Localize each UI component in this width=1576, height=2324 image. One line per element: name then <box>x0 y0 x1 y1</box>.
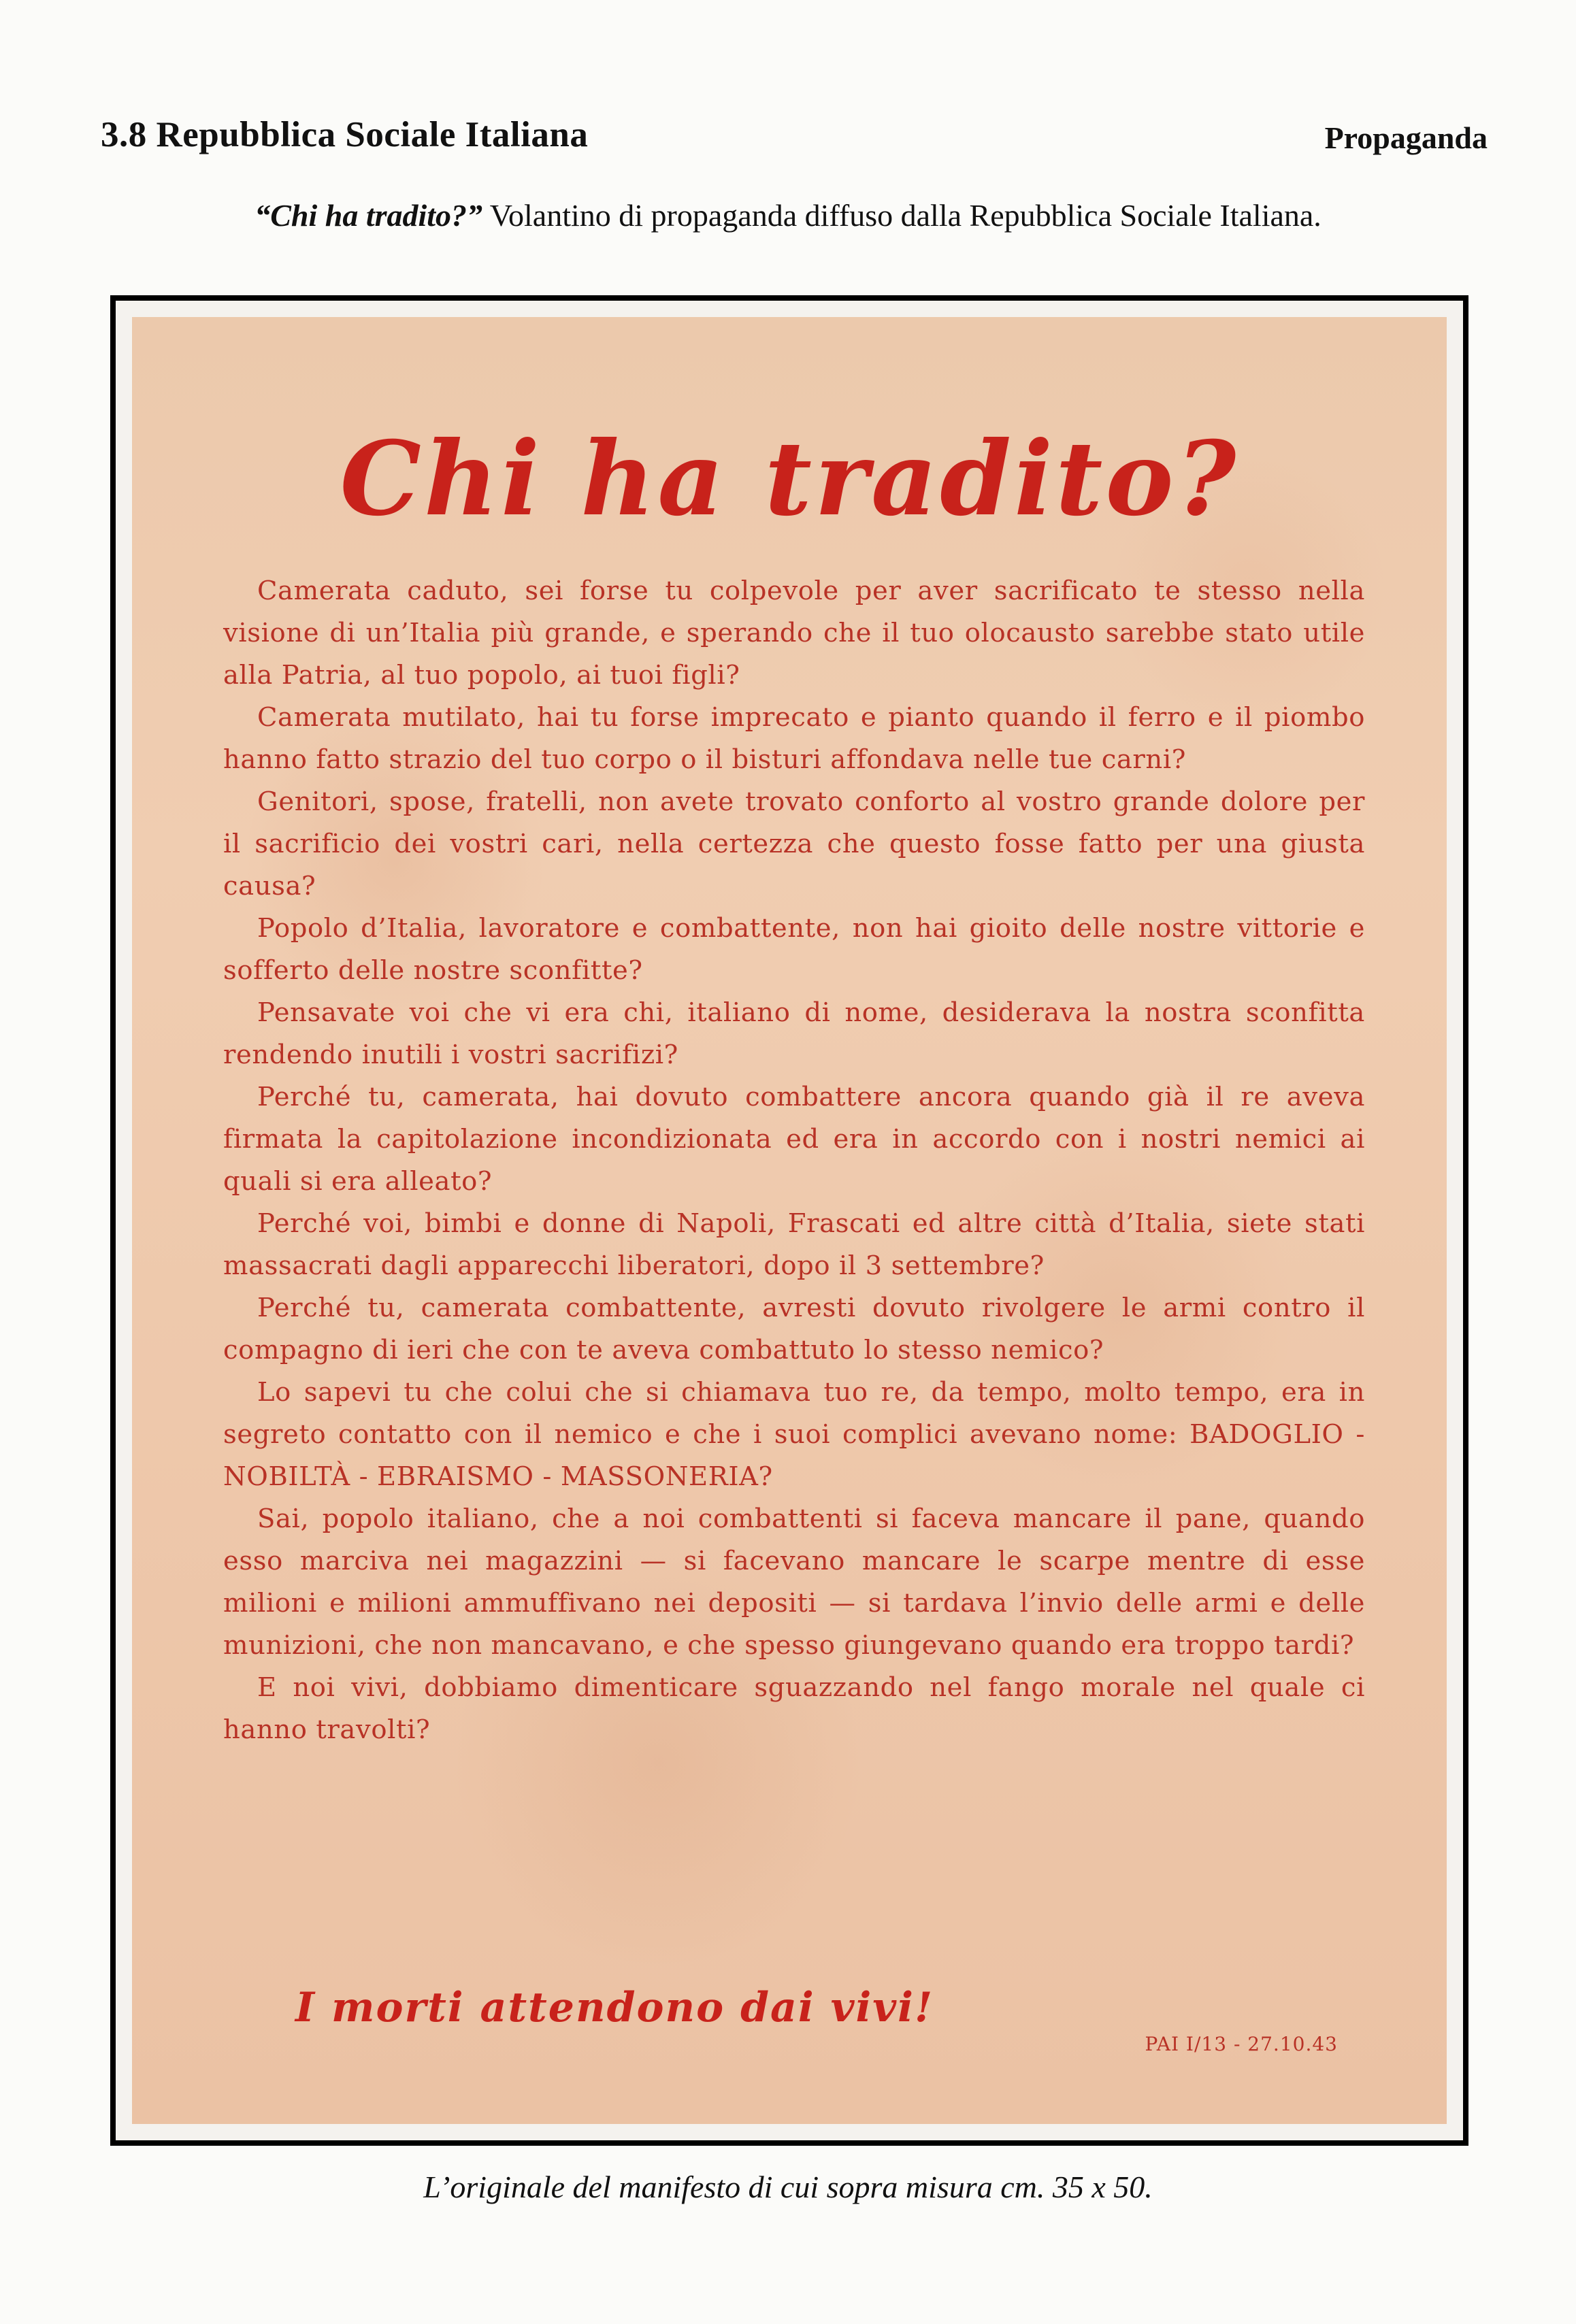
poster-print-code: PAI I/13 - 27.10.43 <box>1145 2033 1338 2055</box>
subtitle-description: Volantino di propaganda diffuso dalla Repubblica Sociale Italiana. <box>482 198 1321 233</box>
poster-paragraph: Popolo d’Italia, lavoratore e combattente, non hai gioito delle nostre vittorie e sofferto delle nostre sconfitte? <box>223 913 1365 986</box>
subtitle <box>0 197 1576 233</box>
poster-paragraph: Camerata caduto, sei forse tu colpevole per aver sacrificato te stesso nella visione di un’Italia più grande, e sperando che il tuo olocausto sarebbe stato utile alla Patria, al tuo popolo, ai tuoi figli? <box>223 576 1365 691</box>
poster-paragraph: Perché tu, camerata, hai dovuto combattere ancora quando già il re aveva firmata la capitolazione incondizionata ed era in accordo con i nostri nemici ai quali si era alleato? <box>223 1082 1365 1197</box>
caption: L’originale del manifesto di cui sopra misura cm. 35 x 50. <box>423 2170 1153 2204</box>
subtitle-quote: “Chi ha tradito?” <box>255 198 483 233</box>
poster-paragraph: Sai, popolo italiano, che a noi combattenti si faceva mancare il pane, quando esso marciva nei magazzini — si facevano mancare le scarpe mentre di esse milioni e milioni ammuffivano nei depositi — si tardava l’invio delle armi e delle munizioni, che non mancavano, e che spesso giungevano quando era troppo tardi? <box>223 1504 1365 1661</box>
poster-paragraph: Perché tu, camerata combattente, avresti dovuto rivolgere le armi contro il compagno di ieri che con te aveva combattuto lo stesso nemico? <box>223 1293 1365 1365</box>
poster-paragraph: Camerata mutilato, hai tu forse imprecato e pianto quando il ferro e il piombo hanno fatto strazio del tuo corpo o il bisturi affondava nelle tue carni? <box>223 702 1365 775</box>
poster-mat <box>116 301 1463 2140</box>
poster-paragraph: Genitori, spose, fratelli, non avete trovato conforto al vostro grande dolore per il sacrificio dei vostri cari, nella certezza che questo fosse fatto per una giusta causa? <box>223 786 1365 901</box>
poster <box>132 317 1447 2124</box>
poster-paragraph: Pensavate voi che vi era chi, italiano di nome, desiderava la nostra sconfitta rendendo inutili i vostri sacrifizi? <box>223 997 1365 1070</box>
section-title: 3.8 Repubblica Sociale Italiana <box>101 115 589 154</box>
poster-slogan: I morti attendono dai vivi! <box>295 1984 934 2031</box>
poster-paragraph: Lo sapevi tu che colui che si chiamava tuo re, da tempo, molto tempo, era in segreto contatto con il nemico e che i suoi complici avevano nome: BADOGLIO - NOBILTÀ - EBRAISMO - MASSONERIA? <box>223 1377 1365 1492</box>
poster-frame <box>110 295 1468 2146</box>
poster-paragraph: E noi vivi, dobbiamo dimenticare sguazzando nel fango morale nel quale ci hanno travolti? <box>223 1672 1365 1745</box>
poster-body <box>223 570 1365 1751</box>
poster-paragraph: Perché voi, bimbi e donne di Napoli, Frascati ed altre città d’Italia, siete stati massacrati dagli apparecchi liberatori, dopo il 3 settembre? <box>223 1208 1365 1281</box>
category-label: Propaganda <box>1324 120 1488 155</box>
poster-title: Chi ha tradito? <box>340 419 1239 539</box>
